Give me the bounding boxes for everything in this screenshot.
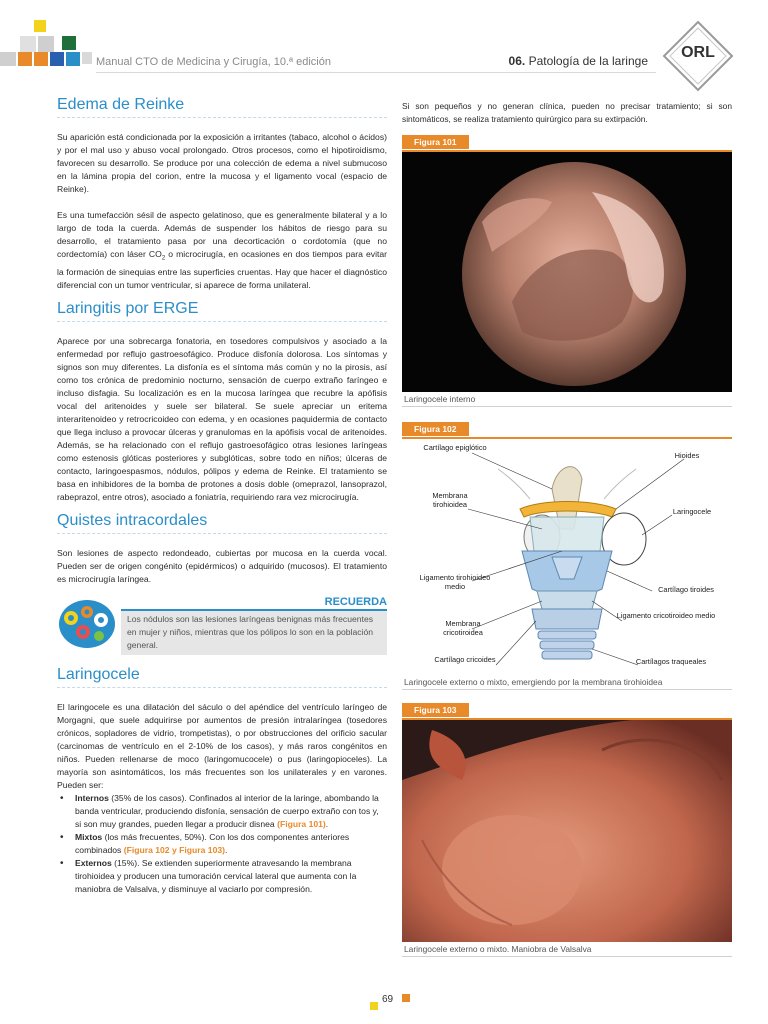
label-cartilago-cricoides: Cartílago cricoides	[434, 655, 496, 664]
chapter-number: 06	[508, 54, 522, 68]
footer-decor-square	[370, 1002, 378, 1010]
figure-caption: Laringocele externo o mixto, emergiendo por la membrana tirohioidea	[402, 675, 732, 690]
brain-gears-icon	[57, 596, 121, 652]
label-cartilagos-traqueales: Cartílagos traqueales	[635, 657, 707, 666]
figure-tag: Figura 102	[402, 422, 469, 436]
label-laringocele: Laringocele	[672, 507, 712, 516]
header-decor-square	[82, 52, 92, 64]
right-column	[402, 100, 732, 957]
header-decor-square	[20, 36, 36, 52]
endoscopy-image	[402, 150, 732, 392]
header-decor-square	[0, 52, 16, 66]
header-decor-square	[38, 36, 54, 52]
section-title-quistes: Quistes intracordales	[57, 512, 387, 534]
section-title-reinke: Edema de Reinke	[57, 96, 387, 118]
label-epiglotico: Cartílago epiglótico	[423, 443, 487, 452]
label-ligamento-tirohioideo-medio: Ligamento tirohioideo medio	[419, 573, 491, 591]
clinical-photo	[402, 718, 732, 942]
patient-neck-valsalva-photo	[402, 720, 732, 942]
header-decor-square	[34, 20, 46, 32]
list-item: • Externos (15%). Se extienden superiormente atravesando la membrana tirohioidea y producen una tumoración cervical lateral que aumenta con la maniobra de Valsalva, y disminuye al vaciarlo por compresión.	[57, 857, 387, 896]
figure-tag: Figura 101	[402, 135, 469, 149]
header-decor-square	[50, 52, 64, 66]
figure-reference-link[interactable]: (Figura 101)	[277, 818, 326, 829]
label-ligamento-cricotiroideo-medio: Ligamento cricotiroideo medio	[616, 611, 716, 620]
figure-101	[402, 132, 732, 407]
header-divider	[96, 72, 656, 73]
left-column	[57, 96, 387, 896]
reinke-paragraph-2: Es una tumefacción sésil de aspecto gelatinoso, que es generalmente bilateral y a lo largo de toda la cuerda. Además de suspender los hábitos de riesgo para su desarrollo, el tratamiento pasa por una decorticación o cordotomía (que no cordectomía) con láser $CO_2$ o microcirugía, en ocasiones en dos tiempos para evitar la formación de sinequias entre las superficies cruentas. Hay que hacer el diagnóstico diferencial con un tumor ventricular, si aparece de forma unilateral.	[57, 210, 388, 290]
page-number: 69	[382, 994, 394, 1005]
figure-102	[402, 419, 732, 690]
laringocele-types-list	[57, 792, 387, 896]
reinke-paragraph-1: Su aparición está condicionada por la exposición a irritantes (tabaco, alcohol o ácidos) y por el mal uso y abuso vocal prolongado. Otros procesos, como el hipotiroidismo, favorecen su desarrollo. Se produce por una colección de edema a nivel submucoso en la lámina propia del corion, entre la mucosa y el ligamento vocal (espacio de Reinke).	[57, 132, 387, 194]
laringocele-paragraph: El laringocele es una dilatación del sáculo o del apéndice del ventrículo laríngeo de Morgagni, que suele adquirirse por aumentos de presión intralaríngea (tosedores crónicos, sopladores de vidrio, trompetistas), o por obstrucciones del orificio sacular (carcinomas de ventrículo en el 2-10% de los casos), y más raros congénitos en niños. Pueden rellenarse de moco (laringomucocele) o pus (laringopioceles). La mayoría son asintomáticos, los más frecuentes son los unilaterales y en varones. Pueden ser:	[57, 701, 387, 790]
chapter-title: Patología de la laringe	[528, 54, 648, 68]
label-membrana-cricotiroidea: Membrana cricotiroidea	[443, 619, 483, 637]
specialty-badge	[662, 20, 734, 92]
manual-title: Manual CTO de Medicina y Cirugía, 10.ª edición	[96, 56, 331, 68]
figure-caption: Laringocele interno	[402, 392, 732, 407]
label-membrana-tirohioidea: Membrana tirohioidea	[432, 491, 468, 509]
recuerda-callout	[57, 596, 387, 652]
label-cartilago-tiroides: Cartílago tiroides	[658, 585, 714, 594]
section-title-erge: Laringitis por ERGE	[57, 300, 387, 322]
header-decor-square	[34, 52, 48, 66]
recuerda-text: Los nódulos son las lesiones laríngeas benignas más frecuentes en mujer y niños, mientras que los pólipos lo son en la población general.	[121, 611, 387, 655]
recuerda-title: RECUERDA	[121, 596, 387, 611]
header-decor-square	[66, 52, 80, 66]
erge-paragraph: Aparece por una sobrecarga fonatoria, en tosedores compulsivos y asociado a la enfermedad por reflujo gastroesofágico. Produce disfonía dolorosa. Los síntomas y signos son muy diferentes. La disfonía es el síntoma más común y no la pirosis, así como tos crónica de predominio nocturno, sensación de cuerpo extraño faríngeo e incluso disfagia. Su localización es en la mucosa laríngea que recubre la apófisis vocal del aritenoides y suele ser bilateral. Se suele apreciar un eritema interaritenoideo y retrocricoideo con edema, y en ocasiones paquidermia de contacto que llega incluso a provocar úlceras y granulomas en la apófisis vocal de aritenoides. Además, se ha relacionado con el reflujo gastroesofágico otras lesiones laríngeas como estenosis glóticas posteriores y subglóticas, sobre todo en niños; úlceras de contacto, laringoespasmos, nódulos, pólipos y edema de Reinke. El tratamiento se basa en inhibidores de la bomba de protones a dosis doble (omeprazol, lansoprazol, rabeprazol, entre otros), asociado a foniatría, requiriendo rara vez microcirugía.	[57, 335, 387, 502]
section-title-laringocele: Laringocele	[57, 666, 387, 688]
figure-tag: Figura 103	[402, 703, 469, 717]
figure-reference-link[interactable]: (Figura 102 y Figura 103)	[123, 844, 225, 855]
larynx-anatomy-illustration	[402, 439, 732, 675]
label-hioides: Hioides	[674, 451, 700, 460]
header-decor-square	[18, 52, 32, 66]
laringocele-treatment-paragraph: Si son pequeños y no generan clínica, pueden no precisar tratamiento; si son sintomáticos, se realiza tratamiento quirúrgico para su extirpación.	[402, 101, 732, 124]
figure-103	[402, 700, 732, 957]
footer-decor-square	[402, 994, 410, 1002]
badge-label: ORL	[681, 44, 715, 61]
quistes-paragraph: Son lesiones de aspecto redondeado, cubiertas por mucosa en la cuerda vocal. Pueden ser de origen congénito (epidérmicos) o adquirido (mucosos). El tratamiento es microcirugía laríngea.	[57, 547, 387, 584]
figure-caption: Laringocele externo o mixto. Maniobra de Valsalva	[402, 942, 732, 957]
list-item: • Internos (35% de los casos). Confinados al interior de la laringe, abombando la banda ventricular, produciendo disfonía, sensación de cuerpo extraño con tos y, si son muy grandes, pueden llegar a producir disnea (Figura 101).	[57, 792, 387, 831]
larynx-diagram	[402, 437, 732, 675]
list-item: • Mixtos (los más frecuentes, 50%). Con los dos componentes anteriores combinados (Figura 102 y Figura 103).	[57, 831, 387, 857]
laryngoscopy-photo	[402, 152, 732, 392]
chapter-heading: 06. Patología de la laringe	[508, 54, 648, 68]
header-decor-square	[62, 36, 76, 50]
